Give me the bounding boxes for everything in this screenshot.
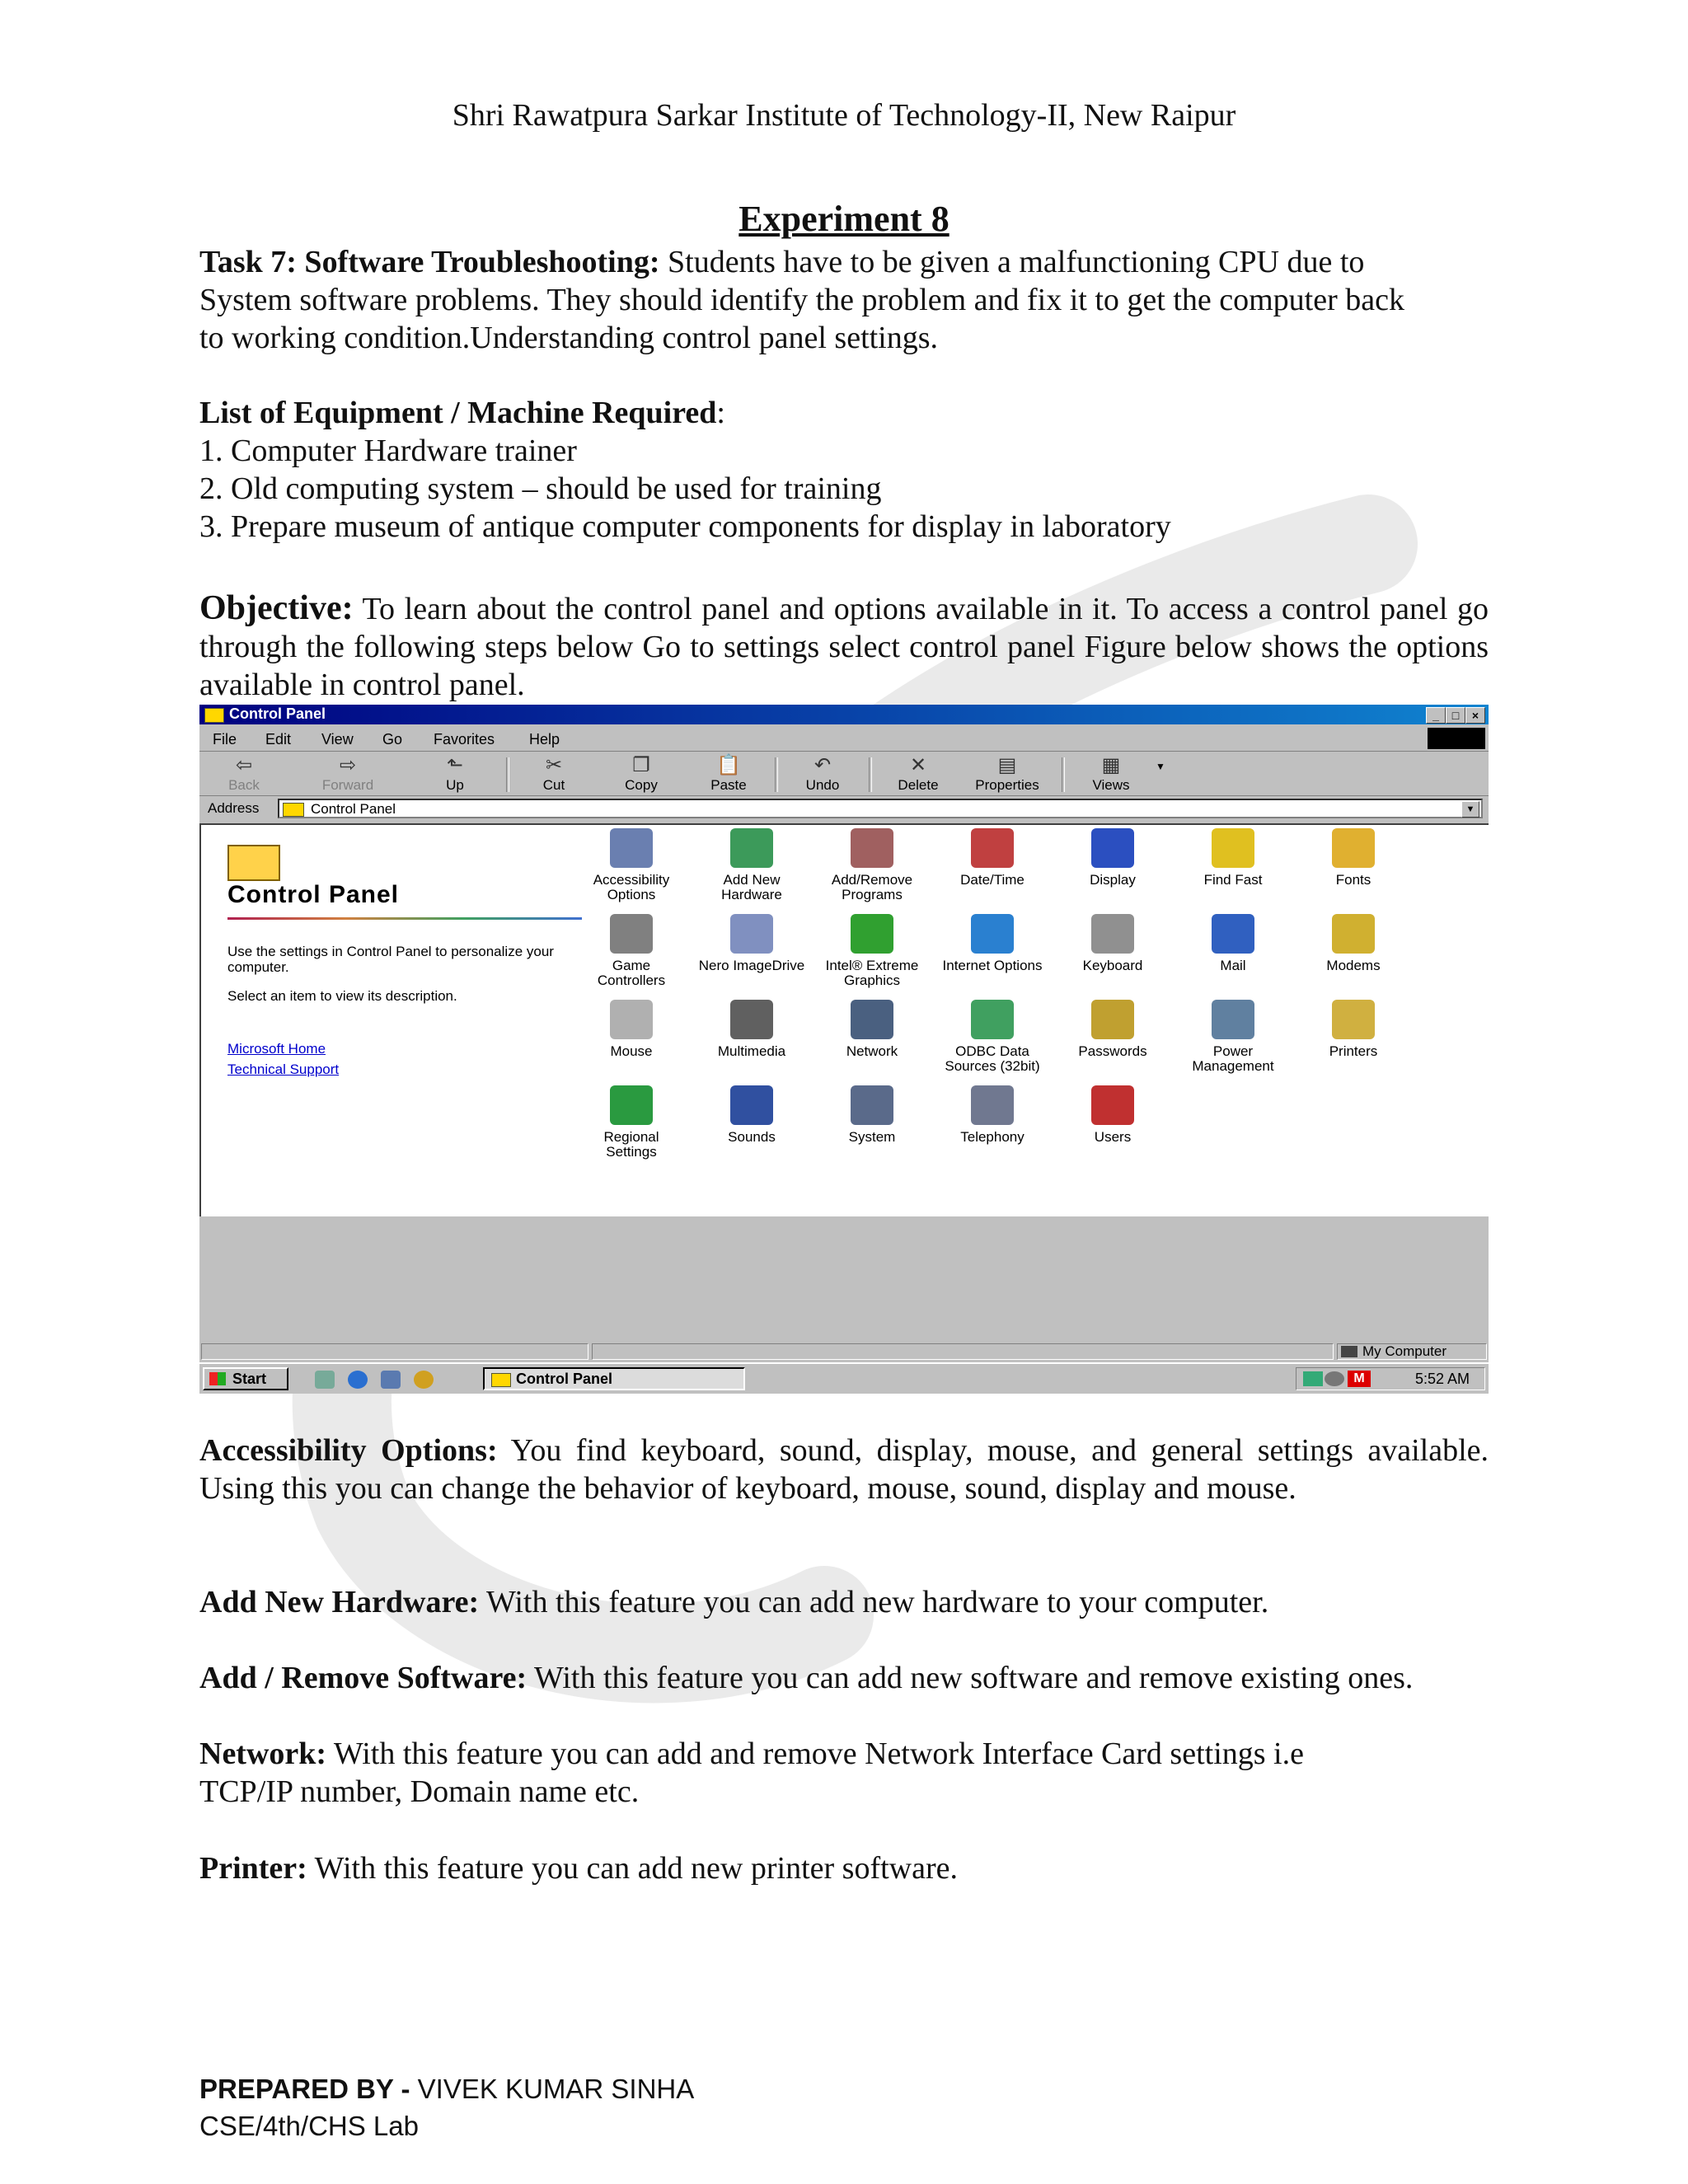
section-label: Network: (199, 1736, 327, 1771)
status-text: My Computer (1362, 1343, 1447, 1359)
date-time-icon (971, 828, 1014, 868)
section-text: With this feature you can add new software and remove existing ones. (527, 1661, 1414, 1695)
icon-label: Modems (1326, 958, 1381, 973)
icon-label: Passwords (1078, 1043, 1147, 1059)
up-button[interactable]: ⬑ Up (422, 754, 488, 794)
icon-label: Printers (1329, 1043, 1378, 1059)
delete-x-icon: ✕ (909, 754, 927, 776)
odbc-data-sources-32bit-icon (971, 1000, 1014, 1039)
system-tray (1296, 1367, 1485, 1390)
control-panel-item-mouse[interactable] (578, 1000, 685, 1059)
control-panel-item-users[interactable] (1059, 1085, 1166, 1145)
passwords-icon (1091, 1000, 1134, 1039)
views-button[interactable]: ▦ Views (1078, 754, 1144, 794)
control-panel-item-date-time[interactable] (939, 828, 1046, 888)
control-panel-item-nero-imagedrive[interactable] (698, 914, 805, 973)
control-panel-item-system[interactable] (818, 1085, 926, 1145)
toolbar-separator (869, 757, 872, 792)
left-pane-title: Control Panel (227, 881, 400, 908)
control-panel-item-printers[interactable] (1300, 1000, 1407, 1059)
section-label: Add / Remove Software: (199, 1661, 528, 1695)
left-pane-divider (227, 917, 582, 920)
back-button[interactable]: ⇦ Back (211, 754, 277, 794)
equipment-item-2: 2. Old computing system – should be used for training (199, 471, 882, 506)
icon-label: Sounds (728, 1129, 776, 1145)
views-grid-icon: ▦ (1101, 754, 1121, 776)
icon-label: Users (1094, 1129, 1132, 1145)
computer-icon (1341, 1346, 1357, 1357)
telephony-icon (971, 1085, 1014, 1125)
clipboard-icon: 📋 (716, 754, 741, 776)
status-bar (199, 1342, 1489, 1361)
icon-label: System (848, 1129, 896, 1145)
icon-label: Game Controllers (597, 958, 666, 988)
users-icon (1091, 1085, 1134, 1125)
section-label: Printer: (199, 1851, 307, 1886)
left-info-pane (201, 825, 588, 1218)
network-icon (851, 1000, 893, 1039)
section-add-hardware (199, 1583, 1489, 1621)
objective-text: To learn about the control panel and options available in it. To access a control panel go through the following steps below Go to settings select control panel Figure below shows the options available in control panel. (199, 592, 1489, 702)
icon-label: Keyboard (1082, 958, 1143, 973)
icon-label: Find Fast (1203, 872, 1263, 888)
back-arrow-icon: ⇦ (235, 754, 253, 776)
menu-bar (199, 726, 1489, 752)
forward-button[interactable]: ⇨ Forward (315, 754, 381, 794)
content-area (199, 823, 1489, 1216)
sounds-icon (730, 1085, 773, 1125)
section-add-remove (199, 1659, 1489, 1697)
section-text: You find keyboard, sound, display, mouse, and general settings available. Using this you can change the behavior of keyboard, mouse, sound, display and mouse. (199, 1433, 1489, 1506)
regional-settings-icon (610, 1085, 653, 1125)
windows-flag-icon (209, 1372, 226, 1385)
icon-label: Mail (1220, 958, 1246, 973)
control-panel-item-mail[interactable] (1179, 914, 1287, 973)
objective-label: Objective: (199, 589, 354, 627)
icon-label: Power Management (1192, 1043, 1274, 1074)
control-panel-item-modems[interactable] (1300, 914, 1407, 973)
section-text: With this feature you can add new hardware to your computer. (479, 1585, 1269, 1619)
undo-icon: ↶ (814, 754, 832, 776)
section-text: With this feature you can add and remove Network Interface Card settings i.e (326, 1736, 1304, 1771)
prepared-by-name: VIVEK KUMAR SINHA (417, 2074, 695, 2104)
icon-label: Mouse (610, 1043, 653, 1059)
section-printer (199, 1849, 1489, 1887)
section-label: Add New Hardware: (199, 1585, 480, 1619)
status-segment (201, 1343, 588, 1360)
paste-button[interactable]: 📋 Paste (696, 754, 762, 794)
window-title: Control Panel (229, 705, 326, 722)
section-label: Accessibility Options: (199, 1433, 498, 1468)
icon-label: Add New Hardware (721, 872, 782, 902)
media-player-icon[interactable] (414, 1371, 434, 1389)
menu-edit[interactable]: Edit (265, 731, 292, 748)
add-remove-programs-icon (851, 828, 893, 868)
mouse-icon (610, 1000, 653, 1039)
intel-extreme-graphics-icon (851, 914, 893, 954)
control-panel-item-display[interactable] (1059, 828, 1166, 888)
address-label: Address (208, 800, 260, 816)
section-accessibility (199, 1432, 1489, 1507)
find-fast-icon (1212, 828, 1254, 868)
control-panel-item-add-new-hardware[interactable] (698, 828, 805, 902)
mail-icon (1212, 914, 1254, 954)
footer-course: CSE/4th/CHS Lab (199, 2111, 419, 2141)
address-dropdown-icon[interactable]: ▼ (1461, 801, 1479, 818)
task-line-2: System software problems. They should identify the problem and fix it to get the computer back (199, 283, 1404, 317)
internet-options-icon (971, 914, 1014, 954)
left-pane-hint: Select an item to view its description. (227, 988, 457, 1004)
window-titlebar (199, 705, 1489, 724)
task-line-3: to working condition.Understanding control panel settings. (199, 321, 939, 355)
icon-label: Multimedia (717, 1043, 786, 1059)
link-technical-support[interactable]: Technical Support (227, 1062, 340, 1077)
section-text-continued: TCP/IP number, Domain name etc. (199, 1774, 640, 1809)
toolbar-separator (775, 757, 778, 792)
icon-label: Display (1090, 872, 1136, 888)
control-panel-icon (283, 803, 304, 817)
undo-button[interactable]: ↶ Undo (790, 754, 856, 794)
control-panel-item-multimedia[interactable] (698, 1000, 805, 1059)
section-network (199, 1735, 1489, 1811)
scissors-icon: ✂ (545, 754, 563, 776)
add-new-hardware-icon (730, 828, 773, 868)
properties-icon: ▤ (997, 754, 1017, 776)
task-label: Task 7: Software Troubleshooting: (199, 245, 660, 279)
control-panel-item-sounds[interactable] (698, 1085, 805, 1145)
control-panel-item-keyboard[interactable] (1059, 914, 1166, 973)
control-panel-item-telephony[interactable] (939, 1085, 1046, 1145)
nero-imagedrive-icon (730, 914, 773, 954)
objective-paragraph (199, 589, 1489, 704)
icon-label: Telephony (960, 1129, 1025, 1145)
forward-arrow-icon: ⇨ (339, 754, 357, 776)
control-panel-icon (204, 708, 224, 723)
task-line-1: Students have to be given a malfunctioning CPU due to (659, 245, 1365, 279)
control-panel-icon (491, 1373, 511, 1387)
control-panel-folder-icon (227, 845, 280, 881)
delete-button[interactable]: ✕ Delete (885, 754, 951, 794)
game-controllers-icon (610, 914, 653, 954)
display-icon (1091, 828, 1134, 868)
equipment-list: List of Equipment / Machine Required: 1. Computer Hardware trainer 2. Old computing system – should be used for training 3. Prepare museum of antique computer components for display in laboratory (199, 394, 1489, 546)
control-panel-item-network[interactable] (818, 1000, 926, 1059)
clock: 5:52 AM (1414, 1371, 1470, 1387)
control-panel-screenshot (199, 705, 1489, 1394)
prepared-by-label: PREPARED BY - (199, 2074, 418, 2104)
minimize-button[interactable]: _ (1426, 707, 1446, 724)
volume-tray-icon[interactable] (1325, 1371, 1344, 1386)
icon-label: Fonts (1335, 872, 1372, 888)
toolbar (199, 752, 1489, 796)
copy-button[interactable]: ❐ Copy (608, 754, 674, 794)
equipment-heading: List of Equipment / Machine Required (199, 396, 717, 430)
cut-button[interactable]: ✂ Cut (521, 754, 587, 794)
up-folder-icon: ⬑ (446, 754, 464, 776)
control-panel-item-odbc-data-sources-32bit[interactable] (939, 1000, 1046, 1074)
maximize-button[interactable]: □ (1446, 707, 1465, 724)
modems-icon (1332, 914, 1375, 954)
copy-icon: ❐ (632, 754, 650, 776)
printers-icon (1332, 1000, 1375, 1039)
start-button[interactable]: Start (203, 1367, 288, 1390)
menu-help[interactable]: Help (529, 731, 560, 748)
system-icon (851, 1085, 893, 1125)
toolbar-separator (506, 757, 509, 792)
icon-label: Network (846, 1043, 898, 1059)
control-panel-item-internet-options[interactable] (939, 914, 1046, 973)
control-panel-item-power-management[interactable] (1179, 1000, 1287, 1074)
task-paragraph (199, 243, 1489, 357)
internet-explorer-icon[interactable] (348, 1371, 368, 1389)
menu-go[interactable]: Go (382, 731, 403, 748)
outlook-express-icon[interactable] (381, 1371, 401, 1389)
icon-label: Add/Remove Programs (831, 872, 913, 902)
link-microsoft-home[interactable]: Microsoft Home (227, 1041, 326, 1057)
windows-logo-icon (1428, 728, 1485, 749)
experiment-title: Experiment 8 (738, 199, 950, 239)
equipment-item-3: 3. Prepare museum of antique computer components for display in laboratory (199, 509, 1171, 544)
institute-header: Shri Rawatpura Sarkar Institute of Technology-II, New Raipur (452, 98, 1236, 133)
menu-file[interactable]: File (213, 731, 237, 748)
address-field[interactable] (278, 799, 1483, 818)
show-desktop-icon[interactable] (315, 1371, 335, 1389)
icon-label: Accessibility Options (593, 872, 670, 902)
status-zone (1337, 1343, 1487, 1360)
network-tray-icon[interactable] (1303, 1371, 1323, 1386)
control-panel-item-regional-settings[interactable] (578, 1085, 685, 1160)
control-panel-item-game-controllers[interactable] (578, 914, 685, 988)
address-value: Control Panel (311, 801, 396, 817)
taskbar (199, 1362, 1489, 1394)
control-panel-item-passwords[interactable] (1059, 1000, 1166, 1059)
multimedia-icon (730, 1000, 773, 1039)
views-dropdown-icon[interactable]: ▼ (1156, 761, 1165, 772)
taskbar-control-panel-button[interactable]: Control Panel (483, 1367, 745, 1390)
status-segment (592, 1343, 1334, 1360)
toolbar-separator (1062, 757, 1065, 792)
left-pane-description: Use the settings in Control Panel to personalize your computer. (227, 944, 554, 975)
control-panel-item-add-remove-programs[interactable] (818, 828, 926, 902)
control-panel-item-accessibility-options[interactable] (578, 828, 685, 902)
icon-label: Nero ImageDrive (698, 958, 805, 973)
equipment-item-1: 1. Computer Hardware trainer (199, 434, 577, 468)
icon-label: ODBC Data Sources (32bit) (945, 1043, 1040, 1074)
section-text: With this feature you can add new printer software. (307, 1851, 958, 1886)
power-management-icon (1212, 1000, 1254, 1039)
accessibility-options-icon (610, 828, 653, 868)
menu-view[interactable]: View (321, 731, 354, 748)
control-panel-item-intel-extreme-graphics[interactable] (818, 914, 926, 988)
mail-tray-icon[interactable]: M (1348, 1371, 1371, 1387)
icon-label: Intel® Extreme Graphics (825, 958, 919, 988)
address-bar (199, 796, 1489, 821)
fonts-icon (1332, 828, 1375, 868)
icon-label: Internet Options (942, 958, 1043, 973)
menu-favorites[interactable]: Favorites (434, 731, 495, 748)
keyboard-icon (1091, 914, 1134, 954)
control-panel-item-find-fast[interactable] (1179, 828, 1287, 888)
close-button[interactable]: × (1465, 707, 1485, 724)
icon-label: Regional Settings (603, 1129, 659, 1160)
icon-label: Date/Time (960, 872, 1025, 888)
footer (199, 2070, 694, 2144)
properties-button[interactable]: ▤ Properties (966, 754, 1048, 794)
control-panel-item-fonts[interactable] (1300, 828, 1407, 888)
